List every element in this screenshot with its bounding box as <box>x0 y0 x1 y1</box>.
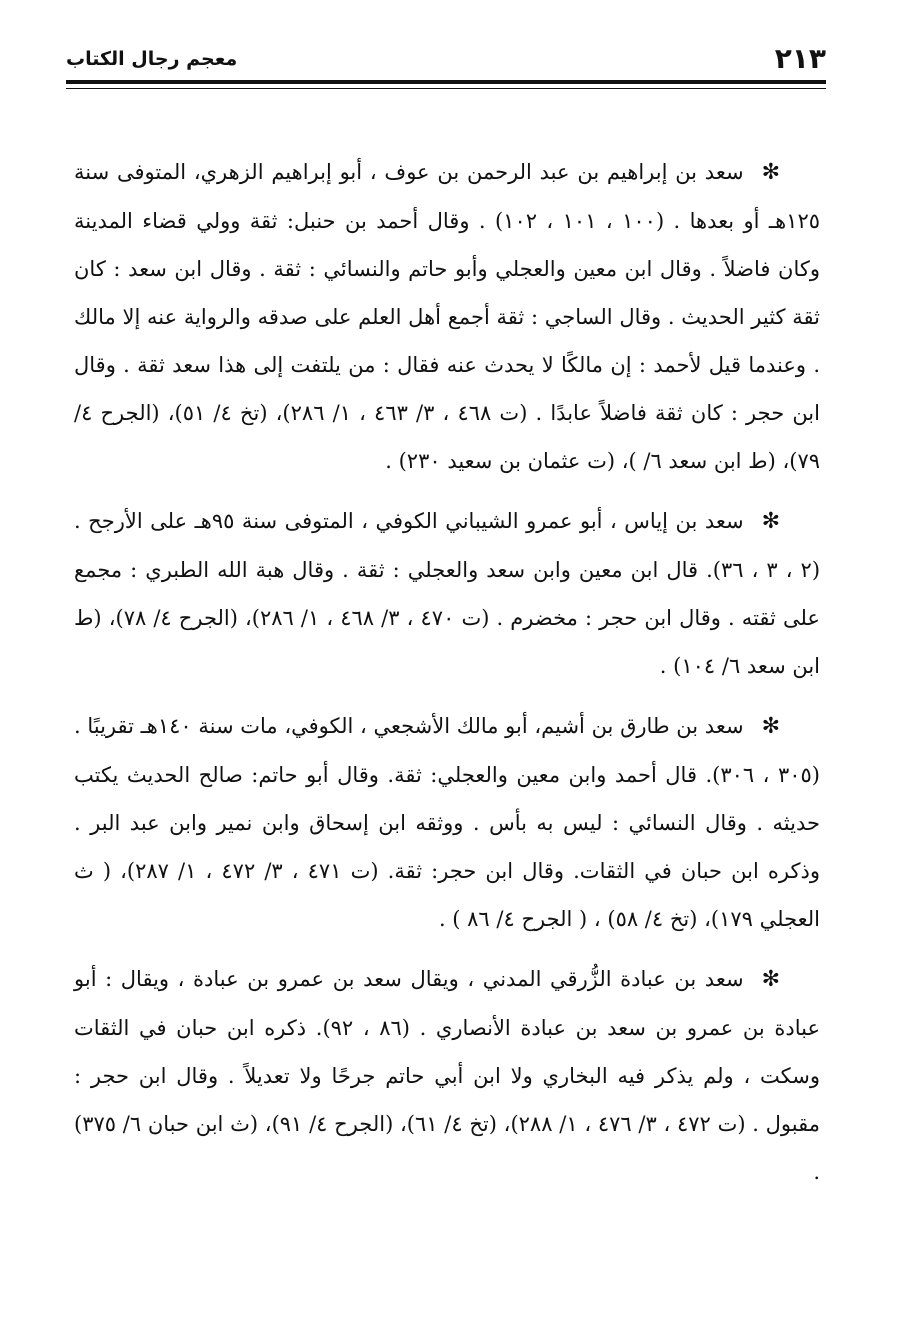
biography-entry <box>74 148 820 485</box>
biography-entry <box>74 497 820 690</box>
entry-marker: ✻ <box>761 160 780 185</box>
entry-text: سعد بن طارق بن أشيم، أبو مالك الأشجعي ، الكوفي، مات سنة ١٤٠هـ تقريبًا . (٣٠٥ ، ٣٠٦). قال أحمد وابن معين والعجلي: ثقة. وقال أبو حاتم: صالح الحديث يكتب حديثه . وقال النسائي : ليس به بأس . ووثقه ابن إسحاق وابن نمير وابن عبد البر . وذكره ابن حبان في الثقات. وقال ابن حجر: ثقة. (ت ٤٧١ ، ٣/ ٤٧٢ ، ١/ ٢٨٧)، ( ث العجلي ١٧٩)، (تخ ٤/ ٥٨) ، ( الجرح ٤/ ٨٦ ) . <box>73 714 820 931</box>
page-body <box>74 148 820 1208</box>
header-rule-thin <box>66 88 826 89</box>
entry-marker: ✻ <box>761 509 781 534</box>
entry-text: سعد بن عبادة الزُّرقي المدني ، ويقال سعد بن عمرو بن عبادة ، ويقال : أبو عبادة بن عمرو بن سعد بن عبادة الأنصاري . (٨٦ ، ٩٢). ذكره ابن حبان في الثقات وسكت ، ولم يذكر فيه البخاري ولا ابن أبي حاتم جرحًا ولا تعديلاً . وقال ابن حجر : مقبول . (ت ٤٧٢ ، ٣/ ٤٧٦ ، ١/ ٢٨٨)، (تخ ٤/ ٦١)، (الجرح ٤/ ٩١)، (ث ابن حبان ٦/ ٣٧٥) . <box>74 967 820 1184</box>
biography-entry <box>74 702 820 943</box>
entry-marker: ✻ <box>761 714 780 739</box>
running-title: معجم رجال الكتاب <box>66 48 238 70</box>
page-number: ٢١٣ <box>774 42 826 75</box>
entry-text: سعد بن إبراهيم بن عبد الرحمن بن عوف ، أبو إبراهيم الزهري، المتوفى سنة ١٢٥هـ أو بعدها . (١٠٠ ، ١٠١ ، ١٠٢) . وقال أحمد بن حنبل: ثقة وولي قضاء المدينة وكان فاضلاً . وقال ابن معين والعجلي وأبو حاتم والنسائي : ثقة . وقال ابن سعد : كان ثقة كثير الحديث . وقال الساجي : ثقة أجمع أهل العلم على صدقه والرواية عنه إلا مالك . وعندما قيل لأحمد : إن مالكًا لا يحدث عنه فقال : من يلتفت إلى هذا سعد ثقة . وقال ابن حجر : كان ثقة فاضلاً عابدًا . (ت ٤٦٨ ، ٣/ ٤٦٣ ، ١/ ٢٨٦)، (تخ ٤/ ٥١)، (الجرح ٤/ ٧٩)، (ط ابن سعد ٦/ )، (ت عثمان بن سعيد ٢٣٠) . <box>74 160 821 473</box>
header-rule-thick <box>66 80 826 84</box>
entry-text: سعد بن إياس ، أبو عمرو الشيباني الكوفي ، المتوفى سنة ٩٥هـ على الأرجح . (٢ ، ٣ ، ٣٦). قال ابن معين وابن سعد والعجلي : ثقة . وقال هبة الله الطبري : مجمع على ثقته . وقال ابن حجر : مخضرم . (ت ٤٧٠ ، ٣/ ٤٦٨ ، ١/ ٢٨٦)، (الجرح ٤/ ٧٨)، (ط ابن سعد ٦/ ١٠٤) . <box>74 509 821 678</box>
page-header <box>66 44 826 74</box>
entry-marker: ✻ <box>761 967 780 992</box>
biography-entry <box>74 955 820 1196</box>
